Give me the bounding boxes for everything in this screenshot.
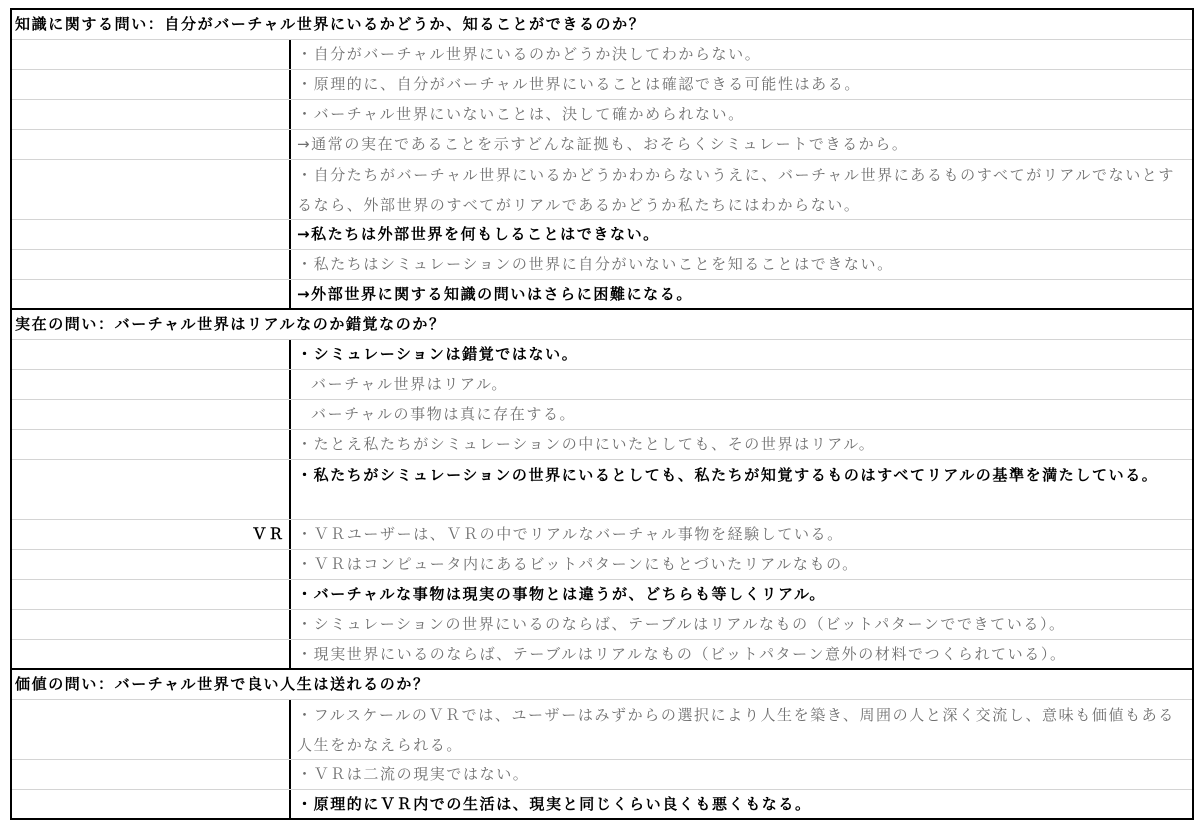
table-row — [12, 520, 1192, 550]
table-row — [12, 130, 1192, 160]
label-cell — [12, 790, 291, 820]
note-cell: バーチャルの事物は真に存在する。 — [311, 405, 577, 423]
table-row — [12, 700, 1192, 760]
notes-table — [10, 8, 1194, 820]
label-cell — [12, 100, 291, 129]
table-row — [12, 370, 1192, 400]
label-cell — [12, 70, 291, 99]
note-cell: ・原理的にＶＲ内での生活は、現実と同じくらい良くも悪くもなる。 — [297, 795, 812, 813]
note-cell: ・シミュレーションは錯覚ではない。 — [297, 345, 579, 363]
note-cell: ・ＶＲユーザーは、ＶＲの中でリアルなバーチャル事物を経験している。 — [297, 525, 844, 543]
label-cell — [12, 580, 291, 609]
table-row — [12, 40, 1192, 70]
section-heading: 知識に関する問い：自分がバーチャル世界にいるかどうか、知ることができるのか？ — [15, 15, 646, 33]
section-heading-row — [12, 670, 1192, 700]
note-cell: ・原理的に、自分がバーチャル世界にいることは確認できる可能性はある。 — [297, 75, 861, 93]
note-cell: ・バーチャルな事物は現実の事物とは違うが、どちらも等しくリアル。 — [297, 585, 826, 603]
note-cell: ・私たちはシミュレーションの世界に自分がいないことを知ることはできない。 — [297, 255, 894, 273]
table-row — [12, 400, 1192, 430]
label-cell — [12, 340, 291, 369]
note-cell: ・フルスケールのＶＲでは、ユーザーはみずからの選択により人生を築き、周囲の人と深く交流し、意味も価値もある人生をかなえられる。 — [297, 706, 1175, 754]
note-cell: ・私たちがシミュレーションの世界にいるとしても、私たちが知覚するものはすべてリアルの基準を満たしている。 — [297, 466, 1159, 484]
label-cell — [12, 130, 291, 159]
label-cell — [12, 640, 291, 668]
label-cell — [12, 550, 291, 579]
note-cell: ・ＶＲは二流の現実ではない。 — [297, 765, 530, 783]
table-row — [12, 220, 1192, 250]
section-heading: 実在の問い：バーチャル世界はリアルなのか錯覚なのか？ — [15, 315, 446, 333]
table-row — [12, 280, 1192, 310]
note-cell: ・たとえ私たちがシミュレーションの中にいたとしても、その世界はリアル。 — [297, 435, 876, 453]
label-cell — [12, 610, 291, 639]
table-row — [12, 640, 1192, 670]
note-cell: ・現実世界にいるのならば、テーブルはリアルなもの（ビットパターン意外の材料でつくられている）。 — [297, 645, 1067, 663]
table-row — [12, 790, 1192, 820]
table-row — [12, 340, 1192, 370]
note-cell: バーチャル世界はリアル。 — [311, 375, 508, 393]
table-row — [12, 460, 1192, 520]
label-cell — [12, 700, 291, 759]
note-cell: ・シミュレーションの世界にいるのならば、テーブルはリアルなもの（ビットパターンでできている）。 — [297, 615, 1066, 633]
label-cell — [12, 430, 291, 459]
table-row — [12, 610, 1192, 640]
label-cell — [12, 40, 291, 69]
label-cell — [12, 220, 291, 249]
section-heading-row — [12, 10, 1192, 40]
note-cell: ・自分たちがバーチャル世界にいるかどうかわからないうえに、バーチャル世界にあるものすべてがリアルでないとするなら、外部世界のすべてがリアルであるかどうか私たちにはわからない。 — [297, 166, 1176, 214]
label-cell — [12, 280, 291, 308]
section-heading-row — [12, 310, 1192, 340]
note-cell: →外部世界に関する知識の問いはさらに困難になる。 — [297, 285, 693, 303]
table-row — [12, 760, 1192, 790]
table-row — [12, 250, 1192, 280]
table-row — [12, 550, 1192, 580]
label-cell — [12, 160, 291, 219]
label-cell — [12, 250, 291, 279]
note-cell: ・ＶＲはコンピュータ内にあるビットパターンにもとづいたリアルなもの。 — [297, 555, 859, 573]
label-cell — [12, 370, 291, 399]
label-cell — [12, 760, 291, 789]
note-cell: ・自分がバーチャル世界にいるのかどうか決してわからない。 — [297, 45, 762, 63]
table-row — [12, 70, 1192, 100]
note-cell: →私たちは外部世界を何もしることはできない。 — [297, 225, 660, 243]
table-row — [12, 430, 1192, 460]
note-cell: ・バーチャル世界にいないことは、決して確かめられない。 — [297, 105, 745, 123]
table-row — [12, 160, 1192, 220]
label-cell — [12, 460, 291, 519]
note-cell: →通常の実在であることを示すどんな証拠も、おそらくシミュレートできるから。 — [297, 135, 909, 153]
table-row — [12, 580, 1192, 610]
table-row — [12, 100, 1192, 130]
label-cell: ＶＲ — [12, 520, 291, 549]
label-cell — [12, 400, 291, 429]
section-heading: 価値の問い：バーチャル世界で良い人生は送れるのか？ — [15, 675, 430, 693]
